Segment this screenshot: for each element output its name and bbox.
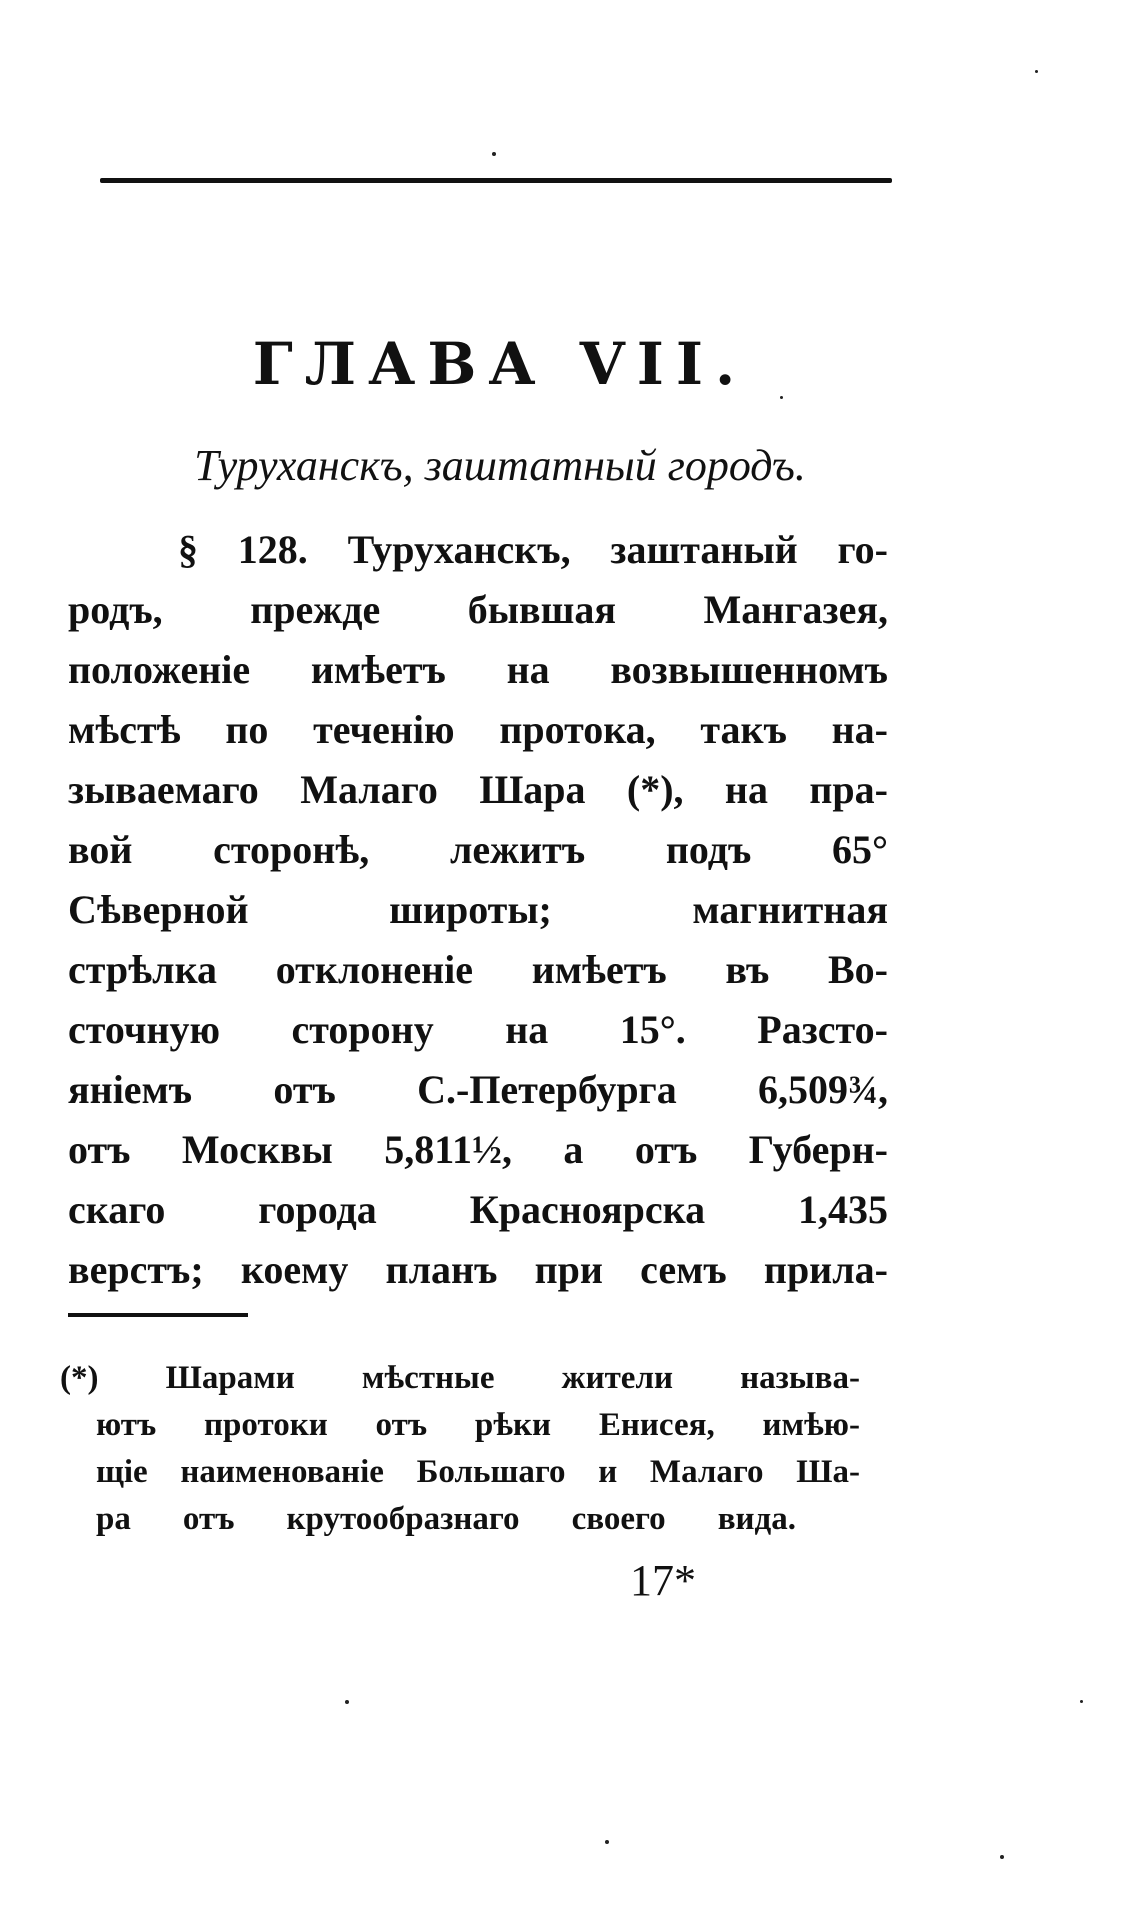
footnote-rule [68, 1313, 248, 1317]
print-speck [780, 396, 783, 399]
body-line: скаго города Красноярска 1,435 [68, 1187, 888, 1232]
body-line: мѣстѣ по теченію протока, такъ на- [68, 707, 888, 752]
body-line: отъ Москвы 5,811½, а отъ Губерн- [68, 1127, 888, 1172]
body-line: стрѣлка отклоненіе имѣетъ въ Во- [68, 947, 888, 992]
chapter-heading: ГЛАВА VII. [252, 330, 748, 398]
print-speck [345, 1700, 349, 1704]
footnote [60, 1355, 860, 1543]
body-text [68, 520, 888, 1300]
print-speck [605, 1840, 609, 1844]
footnote-line: (*) Шарами мѣстные жители называ- [60, 1360, 860, 1396]
print-speck [1000, 1855, 1004, 1859]
body-line: сточную сторону на 15°. Разсто- [68, 1007, 888, 1052]
footnote-line: ра отъ крутообразнаго своего вида. [96, 1501, 796, 1537]
body-line: верстъ; коему планъ при семъ прила- [68, 1247, 888, 1292]
body-line: яніемъ отъ С.-Петербурга 6,509¾, [68, 1067, 888, 1112]
chapter-subtitle: Туруханскъ, заштатный городъ. [194, 441, 806, 490]
print-speck [1080, 1700, 1083, 1703]
print-speck [1035, 70, 1038, 73]
body-line: положеніе имѣетъ на возвышенномъ [68, 647, 888, 692]
body-line: зываемаго Малаго Шара (*), на пра- [68, 767, 888, 812]
body-line: § 128. Туруханскъ, заштаный го- [178, 527, 888, 572]
top-rule [100, 178, 892, 183]
body-line: родъ, прежде бывшая Мангазея, [68, 587, 888, 632]
print-speck [492, 152, 496, 156]
footnote-line: щіе наименованіе Большаго и Малаго Ша- [96, 1454, 860, 1490]
page-signature: 17* [630, 1556, 696, 1605]
body-line: вой сторонѣ, лежитъ подъ 65° [68, 827, 888, 872]
footnote-line: ютъ протоки отъ рѣки Енисея, имѣю- [96, 1407, 860, 1443]
body-line: Сѣверной широты; магнитная [68, 887, 888, 932]
